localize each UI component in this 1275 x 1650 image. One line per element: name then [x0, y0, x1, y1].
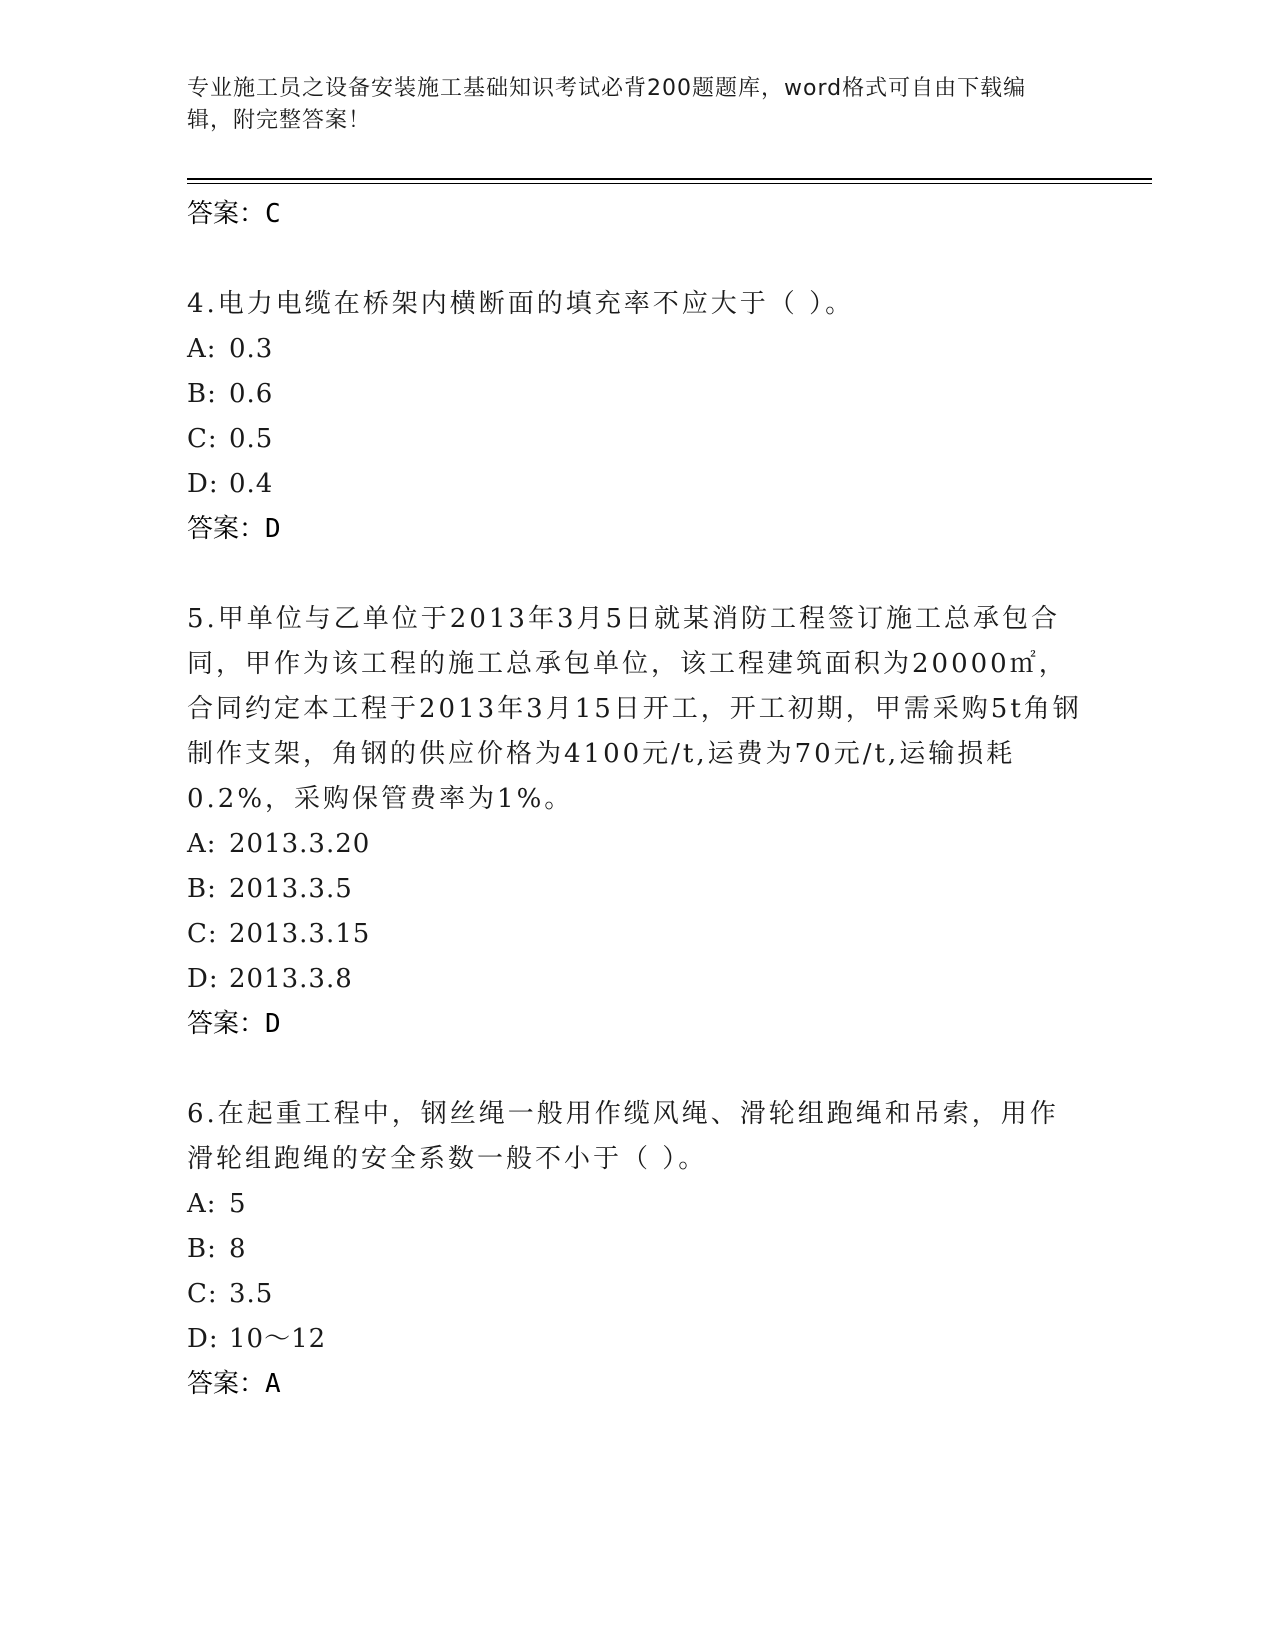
option-text: 8: [229, 1234, 247, 1264]
header-rule-thick: [187, 178, 1152, 180]
option-a: [187, 327, 1152, 372]
option-key: C:: [187, 919, 218, 949]
option-a: [187, 1182, 1152, 1227]
option-key: D:: [187, 1324, 219, 1354]
document-header: 专业施工员之设备安装施工基础知识考试必背200题题库，word格式可自由下载编辑，附完整答案！: [187, 76, 1027, 133]
answer-value: A: [265, 1369, 281, 1399]
answer-value: C: [265, 199, 281, 229]
option-key: D:: [187, 964, 219, 994]
option-d: [187, 462, 1152, 507]
answer-label: 答案：: [187, 199, 266, 229]
leading-answer: [187, 192, 1152, 236]
option-key: B:: [187, 1234, 217, 1264]
option-text: 5: [229, 1189, 247, 1219]
option-text: 10～12: [229, 1324, 327, 1354]
question-4: [187, 282, 1152, 551]
document-content: [187, 192, 1152, 1406]
option-b: [187, 372, 1152, 417]
option-key: A:: [187, 334, 217, 364]
answer-value: D: [265, 1009, 281, 1039]
option-text: 2013.3.8: [229, 964, 353, 994]
option-key: C:: [187, 1279, 218, 1309]
option-key: A:: [187, 829, 217, 859]
option-text: 3.5: [229, 1279, 274, 1309]
option-c: [187, 912, 1152, 957]
question-answer: [187, 507, 1152, 551]
option-text: 2013.3.20: [229, 829, 371, 859]
question-6: [187, 1092, 1152, 1406]
option-text: 2013.3.5: [229, 874, 353, 904]
option-key: D:: [187, 469, 219, 499]
option-c: [187, 417, 1152, 462]
question-stem: 6.在起重工程中，钢丝绳一般用作缆风绳、滑轮组跑绳和吊索，用作滑轮组跑绳的安全系数一般不小于（ ）。: [187, 1099, 1059, 1174]
option-text: 0.6: [229, 379, 274, 409]
answer-label: 答案：: [187, 514, 266, 544]
option-key: B:: [187, 379, 217, 409]
question-answer: [187, 1002, 1152, 1046]
option-b: [187, 867, 1152, 912]
question-stem: 5.甲单位与乙单位于2013年3月5日就某消防工程签订施工总承包合同，甲作为该工程的施工总承包单位，该工程建筑面积为20000㎡，合同约定本工程于2013年3月15日开工，开工初期，甲需采购5t角钢制作支架，角钢的供应价格为4100元/t,运费为70元/t,运输损耗0.2%，采购保管费率为1%。: [187, 604, 1082, 814]
option-d: [187, 957, 1152, 1002]
option-text: 0.5: [229, 424, 274, 454]
answer-label: 答案：: [187, 1009, 266, 1039]
question-5: [187, 597, 1152, 1046]
option-key: B:: [187, 874, 217, 904]
answer-value: D: [265, 514, 281, 544]
question-stem: 4.电力电缆在桥架内横断面的填充率不应大于（ ）。: [187, 289, 855, 319]
option-text: 0.4: [229, 469, 274, 499]
option-text: 2013.3.15: [229, 919, 371, 949]
answer-label: 答案：: [187, 1369, 266, 1399]
document-page: [187, 0, 1152, 1650]
header-rule-thin: [187, 183, 1152, 184]
option-c: [187, 1272, 1152, 1317]
option-a: [187, 822, 1152, 867]
question-answer: [187, 1362, 1152, 1406]
option-b: [187, 1227, 1152, 1272]
option-key: A:: [187, 1189, 217, 1219]
option-text: 0.3: [229, 334, 274, 364]
option-key: C:: [187, 424, 218, 454]
option-d: [187, 1317, 1152, 1362]
